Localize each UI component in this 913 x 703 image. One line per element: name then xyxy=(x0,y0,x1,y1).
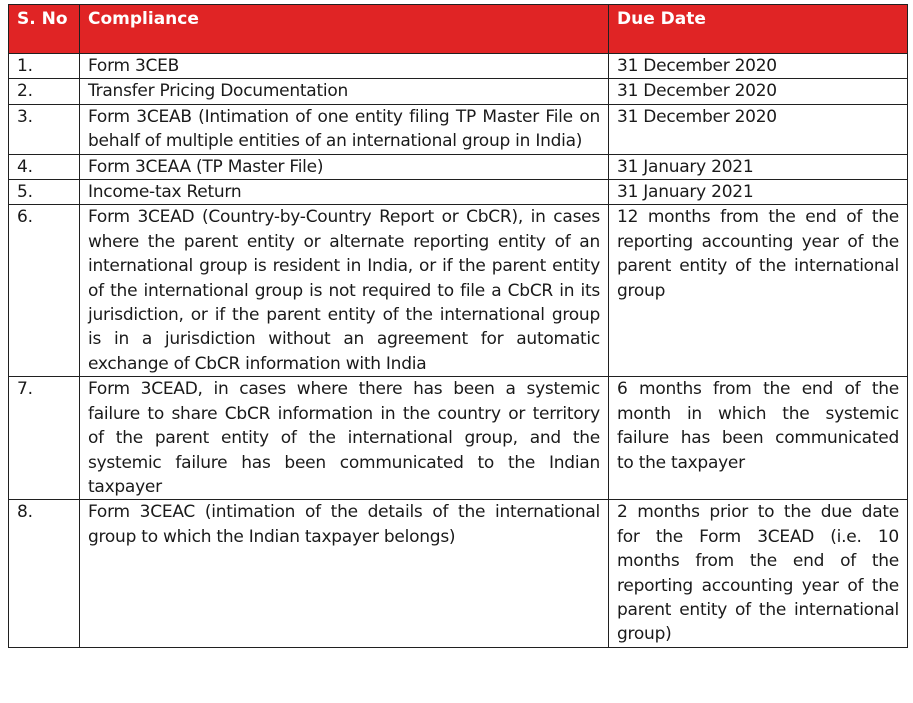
table-row xyxy=(9,104,908,154)
due-date-cell: 6 months from the end of the month in which the systemic failure has been communicated to the taxpayer xyxy=(609,377,908,500)
table-row xyxy=(9,377,908,500)
serial-number-cell: 4. xyxy=(9,154,80,179)
header-serial-number: S. No xyxy=(9,5,80,54)
table-row xyxy=(9,79,908,104)
serial-number-cell: 1. xyxy=(9,54,80,79)
header-compliance: Compliance xyxy=(80,5,609,54)
due-date-cell: 2 months prior to the due date for the Form 3CEAD (i.e. 10 months from the end of the reporting accounting year of the parent entity of the international group) xyxy=(609,500,908,647)
serial-number-cell: 3. xyxy=(9,104,80,154)
serial-number-cell: 7. xyxy=(9,377,80,500)
compliance-cell: Form 3CEAC (intimation of the details of the international group to which the Indian taxpayer belongs) xyxy=(80,500,609,647)
due-date-cell: 12 months from the end of the reporting accounting year of the parent entity of the international group xyxy=(609,205,908,377)
header-due-date: Due Date xyxy=(609,5,908,54)
compliance-cell: Form 3CEAB (Intimation of one entity filing TP Master File on behalf of multiple entities of an international group in India) xyxy=(80,104,609,154)
table-row xyxy=(9,180,908,205)
compliance-cell: Form 3CEAD, in cases where there has been a systemic failure to share CbCR information in the country or territory of the parent entity of the international group, and the systemic failure has been communicated to the Indian taxpayer xyxy=(80,377,609,500)
compliance-cell: Form 3CEB xyxy=(80,54,609,79)
compliance-due-date-table xyxy=(8,4,908,648)
due-date-cell: 31 January 2021 xyxy=(609,154,908,179)
due-date-cell: 31 January 2021 xyxy=(609,180,908,205)
compliance-cell: Income-tax Return xyxy=(80,180,609,205)
compliance-cell: Form 3CEAA (TP Master File) xyxy=(80,154,609,179)
serial-number-cell: 2. xyxy=(9,79,80,104)
table-row xyxy=(9,54,908,79)
compliance-cell: Transfer Pricing Documentation xyxy=(80,79,609,104)
due-date-cell: 31 December 2020 xyxy=(609,104,908,154)
serial-number-cell: 6. xyxy=(9,205,80,377)
table-row xyxy=(9,205,908,377)
serial-number-cell: 5. xyxy=(9,180,80,205)
compliance-cell: Form 3CEAD (Country-by-Country Report or CbCR), in cases where the parent entity or alternate reporting entity of an international group is resident in India, or if the parent entity of the international group is not required to file a CbCR in its jurisdiction, or if the parent entity of the international group is in a jurisdiction without an agreement for automatic exchange of CbCR information with India xyxy=(80,205,609,377)
due-date-cell: 31 December 2020 xyxy=(609,54,908,79)
table-row xyxy=(9,154,908,179)
serial-number-cell: 8. xyxy=(9,500,80,647)
due-date-cell: 31 December 2020 xyxy=(609,79,908,104)
table-row xyxy=(9,500,908,647)
table-header-row xyxy=(9,5,908,54)
